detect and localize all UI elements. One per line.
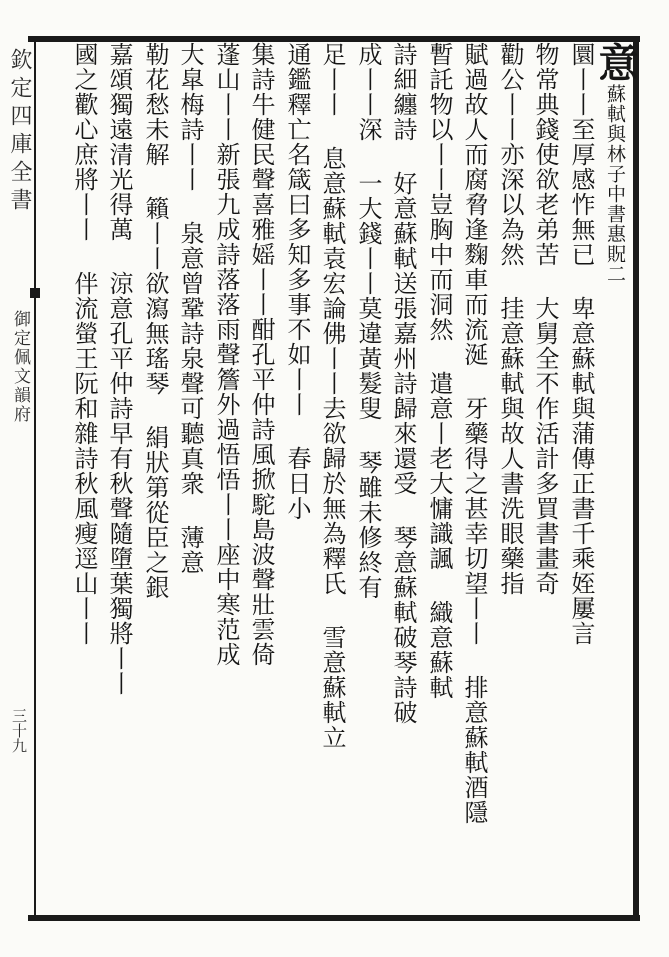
text-column [245, 42, 276, 917]
text-column [316, 42, 347, 917]
text-column [352, 42, 383, 917]
fishtail-mark [30, 288, 40, 298]
column-text: 詩細纏詩 好意蘇軾送張嘉州詩歸來還受 琴意蘇軾破琴詩破 [389, 42, 417, 725]
column-text: 圜丨丨至厚感怍無已 卑意蘇軾與蒲傳正書千乘姪屢言 [567, 42, 595, 646]
text-column [494, 42, 525, 917]
column-text: 足丨丨 息意蘇軾袁宏論佛丨丨去欲歸於無為釋氏 雪意蘇軾立 [318, 42, 346, 750]
column-text: 暫託物以丨丨豈胸中而洞然 遣意丨老大慵識諷 織意蘇軾 [425, 42, 453, 700]
text-column [68, 42, 99, 917]
margin-divider [34, 42, 36, 915]
text-column [565, 42, 596, 917]
annotation-text: 蘇軾與林子中書惠貺二 [604, 84, 626, 284]
text-column [529, 42, 560, 917]
entry-headword: 意 [592, 42, 639, 84]
column-text: 勒花愁未解 籟丨丨欲瀉無瑤琴 絹狀第從臣之銀 [141, 42, 169, 600]
text-column [139, 42, 170, 917]
text-column [423, 42, 454, 917]
book-title: 欽定四庫全書 [7, 48, 32, 216]
column-text: 大皐梅詩丨丨 泉意曾鞏詩泉聲可聽真衆 薄意 [176, 42, 204, 575]
text-column [281, 42, 312, 917]
text-column [210, 42, 241, 917]
column-text: 通鑑釋亡名箴曰多知多事不如丨丨 春日小 [283, 42, 311, 521]
column-text: 蓬山丨丨新張九成詩落落雨聲簷外過悟悟丨丨座中寒范成 [212, 42, 240, 667]
column-text: 賦過故人而腐脅逢麴車而流涎 牙藥得之甚幸切望丨丨 排意蘇軾酒隱 [460, 42, 488, 825]
column-text: 勸公丨丨亦深以為然 挂意蘇軾與故人書洗眼藥指 [496, 42, 524, 596]
text-column [174, 42, 205, 917]
column-text: 嘉頌獨遠清光得萬 涼意孔平仲詩早有秋聲隨墮葉獨將丨丨 [105, 42, 133, 696]
text-column [387, 42, 418, 917]
column-text: 集詩牛健民聲喜雅媱丨丨酣孔平仲詩風掀駝島波聲壯雲倚 [247, 42, 275, 667]
collection-title: 御定佩文韻府 [10, 310, 30, 424]
text-column [458, 42, 489, 917]
right-border [633, 36, 639, 921]
text-column [592, 42, 639, 917]
page-number: 三十九 [10, 708, 28, 753]
column-text: 物常典錢使欲老弟苦 大舅全不作活計多買書畫奇 [531, 42, 559, 596]
column-text: 國之歡心庶將丨丨 伴流螢王阮和雜詩秋風瘦逕山丨丨 [70, 42, 98, 646]
text-column [103, 42, 134, 917]
column-text: 成丨丨深 一大錢丨丨莫違黃髮叟 琴雖未修終有 [354, 42, 382, 600]
